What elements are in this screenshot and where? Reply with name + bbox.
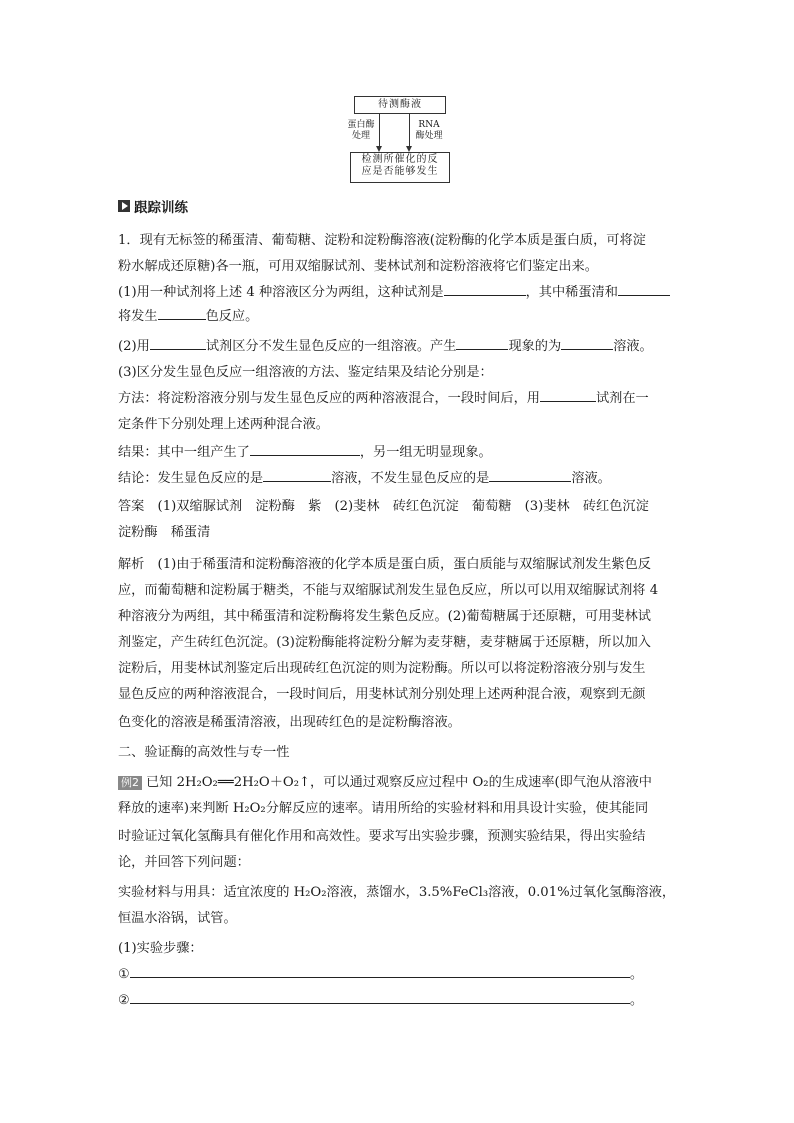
analysis-line-1: 解析 (1)由于稀蛋清和淀粉酶溶液的化学本质是蛋白质，蛋白质能与双缩脲试剂发生紫色反 xyxy=(118,557,651,572)
blank-4[interactable] xyxy=(150,337,206,350)
q1-conclusion xyxy=(118,467,611,486)
q1-p2b: 试剂区分不发生显色反应的一组溶液。产生 xyxy=(205,339,457,354)
analysis-line-3: 种溶液分为两组，其中稀蛋清和淀粉酶将发生紫色反应。(2)葡萄糖属于还原糖，可用斐林试 xyxy=(118,609,651,624)
example2-text-1: 已知 2H₂O₂══2H₂O＋O₂↑，可以通过观察反应过程中 O₂的生成速率(即气泡从溶液中 xyxy=(146,775,652,790)
materials-line-2: 恒温水浴锅，试管。 xyxy=(118,911,237,926)
q1-part2 xyxy=(118,335,653,354)
blank-9[interactable] xyxy=(263,469,331,482)
step-1-end: 。 xyxy=(629,967,644,982)
q1-m1b: 试剂在一 xyxy=(596,391,649,406)
analysis-line-4: 剂鉴定，产生砖红色沉淀。(3)淀粉酶能将淀粉分解为麦芽糖，麦芽糖属于还原糖，所以加入 xyxy=(118,635,651,650)
answer-line-1: 答案 (1)双缩脲试剂 淀粉酶 紫 (2)斐林 砖红色沉淀 葡萄糖 (3)斐林 砖红色沉淀 xyxy=(118,499,649,514)
step-2 xyxy=(118,989,643,1008)
q1-r1a: 结果：其中一组产生了 xyxy=(118,445,250,460)
section2-title: 二、验证酶的高效性与专一性 xyxy=(118,745,290,760)
right-arrow-line xyxy=(409,113,410,146)
q1-line-1: 1．现有无标签的稀蛋清、葡萄糖、淀粉和淀粉酶溶液(淀粉酶的化学本质是蛋白质，可将淀 xyxy=(118,233,646,248)
q1-c1b: 溶液，不发生显色反应的是 xyxy=(331,471,490,486)
q1-p1a: (1)用一种试剂将上述 4 种溶液区分为两组，这种试剂是 xyxy=(118,285,444,300)
blank-5[interactable] xyxy=(456,337,508,350)
q1-p1d: 色反应。 xyxy=(205,309,259,324)
section-title-text: 跟踪训练 xyxy=(134,200,188,216)
q1-p2a: (2)用 xyxy=(118,339,150,354)
q1-p2d: 溶液。 xyxy=(613,339,653,354)
step-1-marker: ① xyxy=(118,967,130,982)
step-2-end: 。 xyxy=(629,993,644,1008)
q1-method-1 xyxy=(118,387,649,406)
answer-line-2: 淀粉酶 稀蛋清 xyxy=(118,525,211,540)
blank-10[interactable] xyxy=(489,469,571,482)
analysis-line-2: 应，而葡萄糖和淀粉属于糖类，不能与双缩脲试剂发生显色反应，所以可以用双缩脲试剂将 4 xyxy=(118,583,659,598)
blank-8[interactable] xyxy=(250,443,360,456)
flow-diagram xyxy=(340,94,460,186)
right-label-line-1: RNA xyxy=(418,120,440,130)
play-icon xyxy=(118,200,130,212)
q1-part1-cont xyxy=(118,305,258,324)
q1-method-2: 定条件下分别处理上述两种混合液。 xyxy=(118,417,329,432)
step-1 xyxy=(118,963,643,982)
left-label-line-1: 蛋白酶 xyxy=(347,120,375,130)
materials-line-1: 实验材料与用具：适宜浓度的 H₂O₂溶液，蒸馏水，3.5%FeCl₃溶液，0.01%过氧化氢酶溶液， xyxy=(118,885,676,900)
bottom-box-line-2: 应是否能够发生 xyxy=(361,166,439,177)
left-label-line-2: 处理 xyxy=(351,131,370,141)
example2-line-1 xyxy=(118,771,652,790)
blank-7[interactable] xyxy=(540,389,596,402)
analysis-line-7: 色变化的溶液是稀蛋清溶液，出现砖红色的是淀粉酶溶液。 xyxy=(118,715,461,730)
q1-p1c: 将发生 xyxy=(118,309,158,324)
q1-m1a: 方法：将淀粉溶液分别与发生显色反应的两种溶液混合，一段时间后，用 xyxy=(118,391,540,406)
q1-p1b: ，其中稀蛋清和 xyxy=(525,285,618,300)
q1-line-2: 粉水解成还原糖)各一瓶，可用双缩脲试剂、斐林试剂和淀粉溶液将它们鉴定出来。 xyxy=(118,259,598,274)
left-side-label xyxy=(346,120,376,142)
bottom-box-line-1: 检测所催化的反 xyxy=(361,154,439,165)
q1-p2c: 现象的为 xyxy=(508,339,562,354)
section-title xyxy=(118,196,188,216)
q1-c1c: 溶液。 xyxy=(571,471,611,486)
blank-1[interactable] xyxy=(444,283,526,296)
example2-line-2: 释放的速率)来判断 H₂O₂分解反应的速率。请用所给的实验材料和用具设计实验，使其能同 xyxy=(118,801,649,816)
blank-2[interactable] xyxy=(618,283,670,296)
diagram-bottom-box xyxy=(350,152,450,183)
diagram-top-box: 待测酶液 xyxy=(354,96,446,114)
q1-r1b: ，另一组无明显现象。 xyxy=(359,445,492,460)
step-1-blank[interactable] xyxy=(130,965,630,978)
right-label-line-2: 酶处理 xyxy=(415,131,443,141)
analysis-line-5: 淀粉后，用斐林试剂鉴定后出现砖红色沉淀的则为淀粉酶。所以可以将淀粉溶液分别与发生 xyxy=(118,661,646,676)
q1-c1a: 结论：发生显色反应的是 xyxy=(118,471,264,486)
step-2-marker: ② xyxy=(118,993,130,1008)
q1-result xyxy=(118,441,492,460)
steps-title: (1)实验步骤： xyxy=(118,941,203,956)
q1-part3: (3)区分发生显色反应一组溶液的方法、鉴定结果及结论分别是： xyxy=(118,365,493,380)
example-badge: 例2 xyxy=(118,776,142,790)
blank-3[interactable] xyxy=(158,307,206,320)
step-2-blank[interactable] xyxy=(130,991,630,1004)
left-arrow-line xyxy=(379,113,380,146)
blank-6[interactable] xyxy=(561,337,613,350)
analysis-line-6: 显色反应的两种溶液混合，一段时间后，用斐林试剂分别处理上述两种混合液，观察到无颜 xyxy=(118,687,646,702)
example2-line-4: 论，并回答下列问题： xyxy=(118,855,250,870)
example2-line-3: 时验证过氧化氢酶具有催化作用和高效性。要求写出实验步骤，预测实验结果，得出实验结 xyxy=(118,829,646,844)
q1-part1 xyxy=(118,281,670,300)
right-side-label xyxy=(412,120,446,142)
